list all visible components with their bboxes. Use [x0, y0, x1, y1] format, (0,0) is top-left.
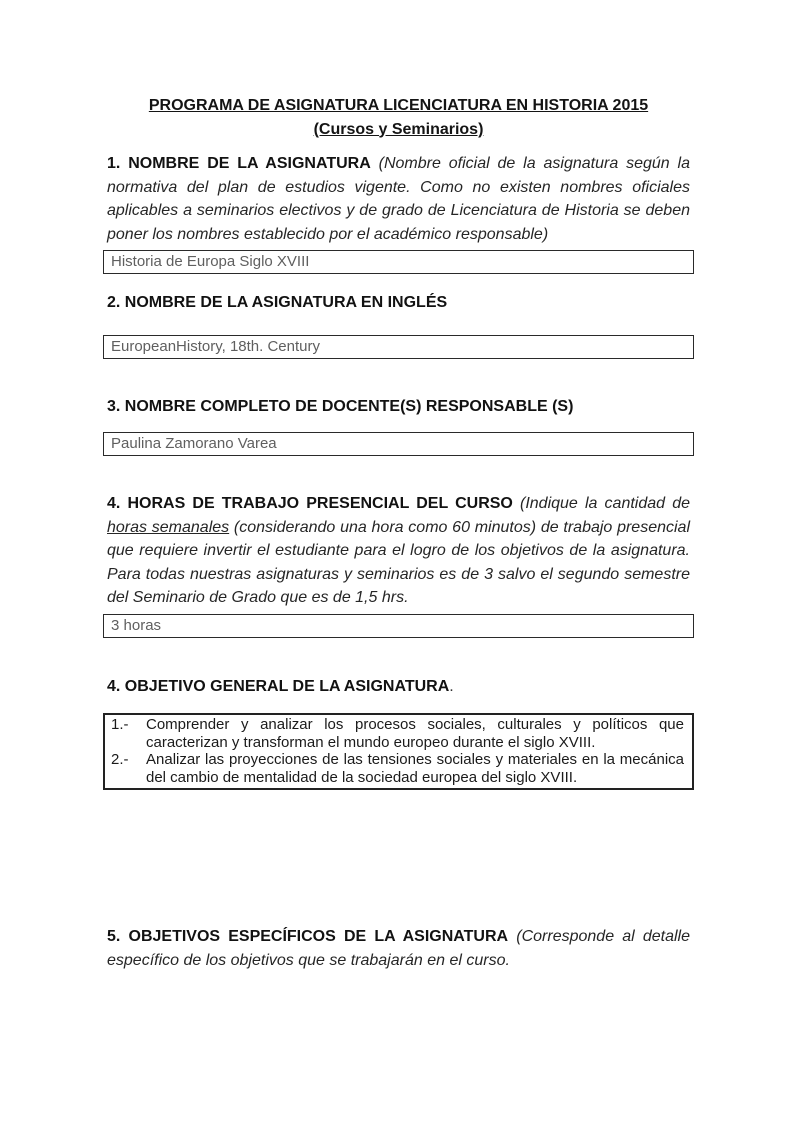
course-name-field — [103, 250, 694, 274]
responsible-teacher-field — [103, 432, 694, 456]
section-1-paragraph — [107, 152, 690, 246]
section-4-hours-heading: 4. HORAS DE TRABAJO PRESENCIAL DEL CURSO — [107, 495, 513, 512]
general-objective-heading-text: 4. OBJETIVO GENERAL DE LA ASIGNATURA — [107, 677, 450, 695]
document-title-line1: PROGRAMA DE ASIGNATURA LICENCIATURA EN HISTORIA 2015 — [148, 97, 649, 114]
section-5-heading: 5. OBJETIVOS ESPECÍFICOS DE LA ASIGNATURA — [107, 928, 509, 945]
course-name-english-field — [103, 335, 694, 359]
section-5-description: (Corresponde al detalle específico de los objetivos que se trabajarán en el curso. — [107, 928, 690, 969]
objective-item-2 — [111, 751, 684, 786]
document-page — [107, 0, 690, 972]
general-objectives-box — [103, 713, 694, 790]
objective-1-text: Comprender y analizar los procesos sociales, culturales y políticos que caracterizan y transforman el mundo europeo durante el siglo XVIII. — [146, 716, 684, 751]
section-4-desc-part1: (Indique la cantidad de — [520, 495, 690, 512]
objective-2-text: Analizar las proyecciones de las tensiones sociales y materiales en la mecánica del cambio de mentalidad de la sociedad europea del siglo XVIII. — [146, 751, 684, 786]
section-1-heading: 1. NOMBRE DE LA ASIGNATURA — [107, 155, 371, 172]
section-5-paragraph — [107, 925, 690, 972]
course-name-value: Historia de Europa Siglo XVIII — [111, 253, 310, 270]
weekly-hours-value: 3 horas — [111, 616, 162, 634]
general-objective-heading-period: . — [449, 677, 454, 695]
section-2-heading: 2. NOMBRE DE LA ASIGNATURA EN INGLÉS — [107, 294, 448, 311]
objective-item-1 — [111, 716, 684, 751]
section-1-description: (Nombre oficial de la asignatura según la normativa del plan de estudios vigente. Como no existen nombres oficiales aplicables a seminarios electivos y de grado de Licenciatura de Historia se deben poner los nombres establecido por el académico responsable) — [107, 155, 690, 243]
section-4-hours-paragraph — [107, 492, 690, 610]
section-4-desc-underlined: horas semanales — [107, 518, 230, 536]
weekly-hours-field — [103, 614, 694, 638]
objective-1-number: 1.- — [111, 716, 129, 733]
objective-2-number: 2.- — [111, 751, 129, 768]
document-title-line2: (Cursos y Seminarios) — [313, 120, 484, 138]
general-objective-heading — [107, 675, 690, 699]
responsible-teacher-value: Paulina Zamorano Varea — [111, 435, 277, 452]
section-3-heading: 3. NOMBRE COMPLETO DE DOCENTE(S) RESPONSABLE (S) — [107, 397, 574, 415]
course-name-english-value: EuropeanHistory, 18th. Century — [111, 337, 320, 355]
section-4-desc-part2: (considerando una hora como 60 minutos) de trabajo presencial que requiere invertir el estudiante para el logro de los objetivos de la asignatura. Para todas nuestras asignaturas y seminarios es de 3 salvo el segundo semestre del Seminario de Grado que es de 1,5 hrs. — [107, 518, 691, 606]
document-title — [107, 94, 690, 141]
